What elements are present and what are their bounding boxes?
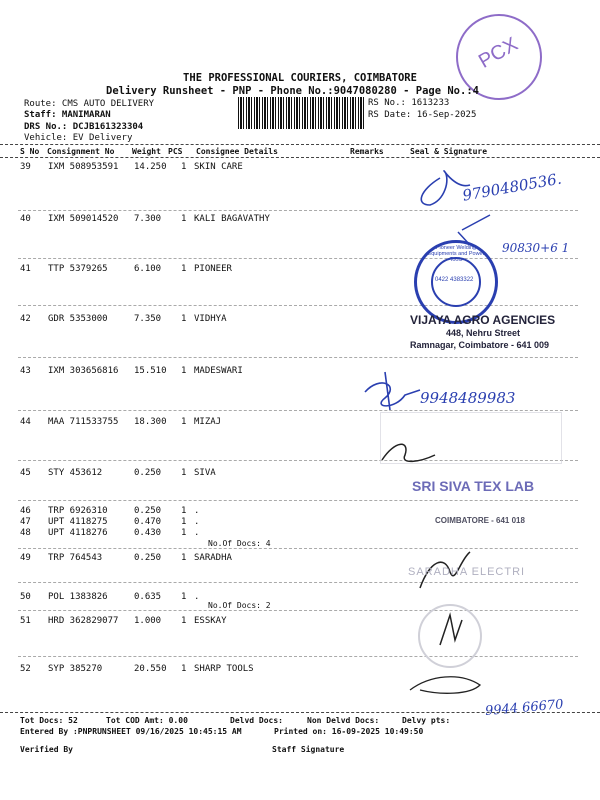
row-pcs: 1 — [181, 366, 187, 376]
row-consignment-no: IXM 509014520 — [48, 214, 119, 224]
pioneer-round-stamp — [414, 240, 498, 324]
row-consignment-no: STY 453612 — [48, 468, 103, 478]
row-consignment-no: IXM 508953591 — [48, 162, 119, 172]
row-consignee: SARADHA — [194, 553, 232, 563]
row-consignment-no: SYP 385270 — [48, 664, 103, 674]
row-consignment-no: MAA 711533755 — [48, 417, 119, 427]
row-weight: 0.250 — [134, 553, 162, 563]
row-sno: 43 — [20, 366, 31, 376]
staff: Staff: MANIMARAN — [24, 110, 111, 120]
row-consignee: . — [194, 506, 200, 516]
row-pcs: 1 — [181, 468, 187, 478]
col-remarks: Remarks — [350, 147, 384, 156]
pioneer-stamp-phone: 0422 4383322 — [435, 277, 474, 283]
vijaya-stamp-name: VIJAYA AGRO AGENCIES — [410, 313, 556, 327]
row-weight: 0.470 — [134, 517, 162, 527]
row-sno: 50 — [20, 592, 31, 602]
row-pcs: 1 — [181, 517, 187, 527]
non-delvd-docs: Non Delvd Docs: — [307, 716, 380, 725]
vehicle: Vehicle: EV Delivery — [24, 133, 133, 143]
footer-rule — [0, 712, 600, 713]
row-consignment-no: HRD 362829077 — [48, 616, 119, 626]
pioneer-stamp-outer: Pioneer Welding Equipments and Power Tools — [427, 245, 485, 263]
row-consignment-no: UPT 4118276 — [48, 528, 108, 538]
row-weight: 14.250 — [134, 162, 167, 172]
row-sno: 46 — [20, 506, 31, 516]
row-pcs: 1 — [181, 553, 187, 563]
row-pcs: 1 — [181, 417, 187, 427]
col-consignment: Consignment No — [47, 147, 115, 156]
phone-43: 9948489983 — [420, 389, 516, 407]
row-consignee: . — [194, 592, 200, 602]
row-pcs: 1 — [181, 264, 187, 274]
row-consignee: . — [194, 517, 200, 527]
vijaya-stamp-addr1: 448, Nehru Street — [446, 328, 521, 338]
row-pcs: 1 — [181, 162, 187, 172]
row-sno: 51 — [20, 616, 31, 626]
row-consignment-no: TRP 6926310 — [48, 506, 108, 516]
row-weight: 7.300 — [134, 214, 162, 224]
row-pcs: 1 — [181, 214, 187, 224]
row-pcs: 1 — [181, 664, 187, 674]
tot-docs: Tot Docs: 52 — [20, 716, 78, 725]
printed-on: Printed on: 16-09-2025 10:49:50 — [274, 727, 424, 736]
row-sno: 49 — [20, 553, 31, 563]
row-sno: 40 — [20, 214, 31, 224]
delvy-pts: Delvy pts: — [402, 716, 451, 725]
row-sno: 48 — [20, 528, 31, 538]
row-pcs: 1 — [181, 506, 187, 516]
verified-by: Verified By — [20, 745, 73, 754]
row-sno: 42 — [20, 314, 31, 324]
col-consignee: Consignee Details — [196, 147, 278, 156]
runsheet-title: Delivery Runsheet - PNP - Phone No.:9047080280 - Page No.:4 — [106, 85, 479, 97]
row-consignment-no: TRP 764543 — [48, 553, 103, 563]
faded-round-stamp-51 — [418, 604, 482, 668]
col-weight: Weight — [132, 147, 161, 156]
row-consignment-no: GDR 5353000 — [48, 314, 108, 324]
delvd-docs: Delvd Docs: — [230, 716, 283, 725]
pcx-stamp-text: PCX — [475, 33, 522, 73]
row-weight: 15.510 — [134, 366, 167, 376]
rs-date: RS Date: 16-Sep-2025 — [368, 110, 477, 120]
row-sno: 41 — [20, 264, 31, 274]
tot-cod: Tot COD Amt: 0.00 — [106, 716, 188, 725]
row-consignee: PIONEER — [194, 264, 232, 274]
drs-no: DRS No.: DCJB161323304 — [24, 122, 144, 132]
saradha-stamp: SARADHA ELECTRI — [408, 566, 526, 578]
row-weight: 0.430 — [134, 528, 162, 538]
vijaya-stamp-addr2: Ramnagar, Coimbatore - 641 009 — [410, 340, 550, 350]
row-consignment-no: TTP 5379265 — [48, 264, 108, 274]
row-pcs: 1 — [181, 592, 187, 602]
row-consignee: MADESWARI — [194, 366, 243, 376]
row-consignment-no: UPT 4118275 — [48, 517, 108, 527]
entered-by: Entered By :PNPRUNSHEET 09/16/2025 10:45:15 AM — [20, 727, 242, 736]
phone-39: 9790480536. — [461, 169, 563, 205]
row-weight: 0.635 — [134, 592, 162, 602]
row-weight: 20.550 — [134, 664, 167, 674]
row-weight: 1.000 — [134, 616, 162, 626]
row-weight: 0.250 — [134, 468, 162, 478]
row-sno: 44 — [20, 417, 31, 427]
row-consignee: MIZAJ — [194, 417, 222, 427]
row-consignee: SKIN CARE — [194, 162, 243, 172]
row-pcs: 1 — [181, 314, 187, 324]
row-consignee: . — [194, 528, 200, 538]
row-consignee: ESSKAY — [194, 616, 227, 626]
row-sno: 47 — [20, 517, 31, 527]
row-consignee: KALI BAGAVATHY — [194, 214, 270, 224]
rs-no: RS No.: 1613233 — [368, 98, 450, 108]
row-sno: 39 — [20, 162, 31, 172]
docs-note-1: No.Of Docs: 4 — [208, 539, 271, 548]
company-title: THE PROFESSIONAL COURIERS, COIMBATORE — [183, 72, 417, 84]
row-weight: 0.250 — [134, 506, 162, 516]
signature-52 — [410, 677, 480, 693]
col-seal: Seal & Signature — [410, 147, 488, 156]
route: Route: CMS AUTO DELIVERY — [24, 99, 155, 109]
docs-note-2: No.Of Docs: 2 — [208, 601, 271, 610]
signature-43 — [365, 372, 420, 410]
sri-siva-stamp: SRI SIVA TEX LAB — [412, 478, 535, 494]
row-pcs: 1 — [181, 616, 187, 626]
row-weight: 7.350 — [134, 314, 162, 324]
sri-siva-city: COIMBATORE - 641 018 — [435, 516, 525, 525]
row-sno: 52 — [20, 664, 31, 674]
row-weight: 6.100 — [134, 264, 162, 274]
phone-40: 90830+6 1 — [502, 241, 570, 255]
row-consignee: SIVA — [194, 468, 216, 478]
staff-signature: Staff Signature — [272, 745, 345, 754]
row-consignment-no: IXM 303656816 — [48, 366, 119, 376]
row-pcs: 1 — [181, 528, 187, 538]
row-consignee: VIDHYA — [194, 314, 227, 324]
phone-52: 9944 66670 — [484, 697, 565, 720]
row-consignment-no: POL 1383826 — [48, 592, 108, 602]
faded-stamp-44 — [380, 412, 562, 464]
col-sno: S No — [20, 147, 40, 156]
row-weight: 18.300 — [134, 417, 167, 427]
row-sno: 45 — [20, 468, 31, 478]
col-pcs: PCS — [168, 147, 183, 156]
row-consignee: SHARP TOOLS — [194, 664, 254, 674]
